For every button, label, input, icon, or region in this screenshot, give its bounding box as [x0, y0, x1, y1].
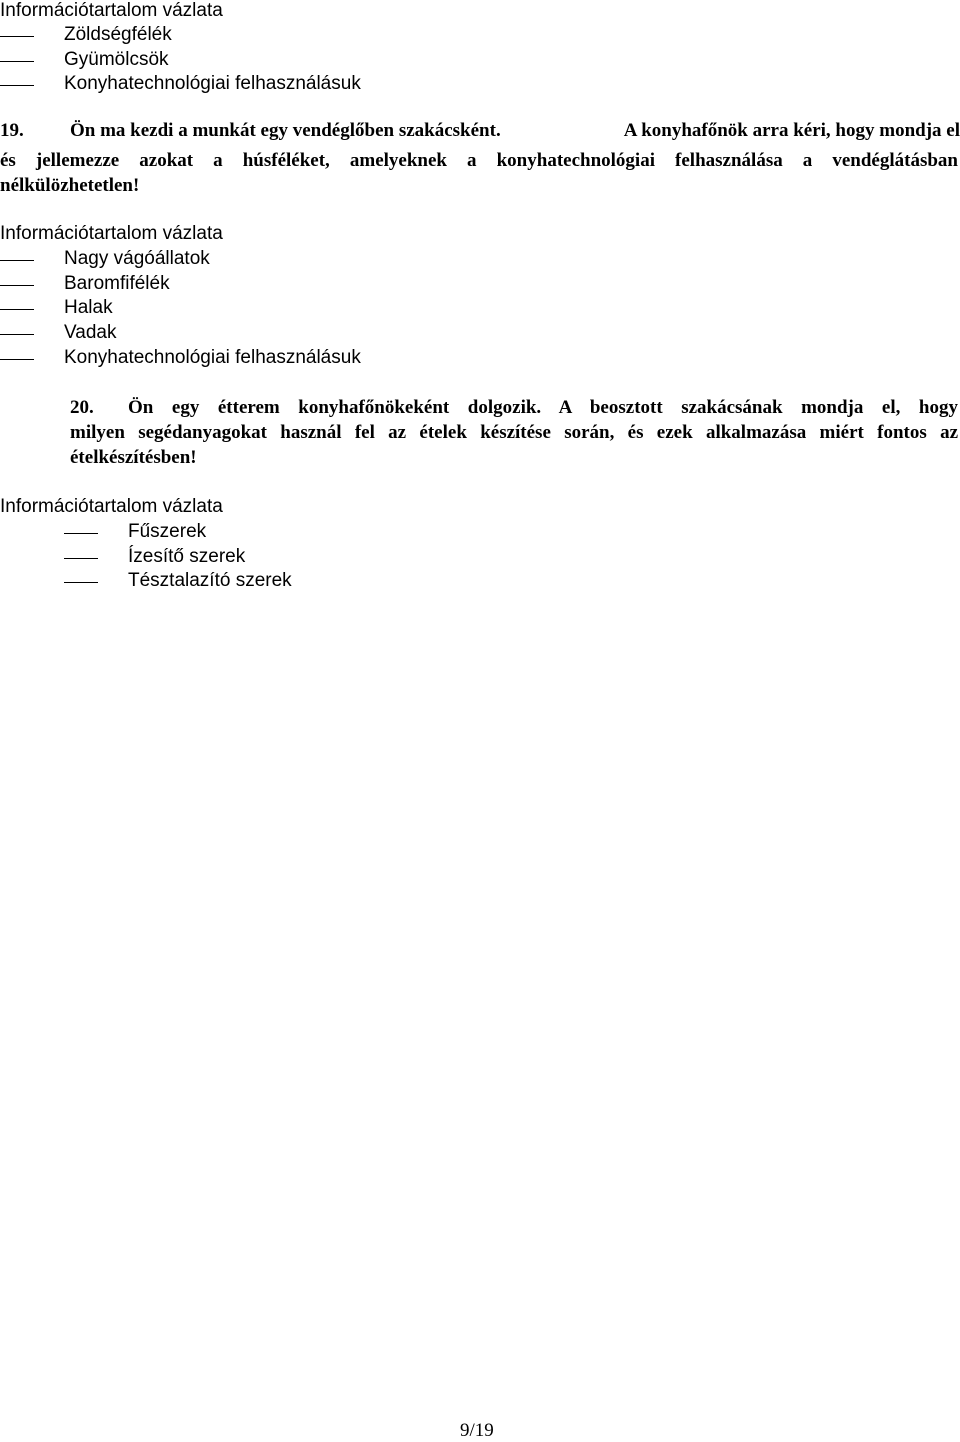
list-item-label: Konyhatechnológiai felhasználásuk: [64, 73, 361, 94]
outline-heading-3: Információtartalom vázlata: [0, 496, 223, 517]
list-item-label: Vadak: [64, 322, 117, 343]
question-19-text-rest: A konyhafőnök arra kéri, hogy mondja el: [623, 120, 960, 141]
dash-bullet-icon: [0, 36, 34, 37]
dash-bullet-icon: [0, 309, 34, 310]
list-item-label: Tésztalazító szerek: [128, 570, 292, 591]
list-item-label: Zöldségfélék: [64, 24, 172, 45]
question-19-line-2: és jellemezze azokat a húsféléket, amelyeknek a konyhatechnológiai felhasználása a vendéglátásban: [0, 150, 958, 171]
question-20-number: 20.: [70, 397, 94, 418]
page-number: 9/19: [460, 1420, 494, 1441]
list-item-label: Ízesítő szerek: [128, 546, 246, 567]
dash-bullet-icon: [0, 260, 34, 261]
dash-bullet-icon: [64, 533, 98, 534]
list-item-label: Fűszerek: [128, 521, 207, 542]
question-20-line-3: ételkészítésben!: [70, 447, 197, 468]
outline-heading-1: Információtartalom vázlata: [0, 0, 223, 21]
list-item-label: Konyhatechnológiai felhasználásuk: [64, 347, 361, 368]
question-19-text-start: Ön ma kezdi a munkát egy vendéglőben szakácsként.: [70, 120, 501, 141]
list-item-label: Gyümölcsök: [64, 49, 169, 70]
dash-bullet-icon: [0, 85, 34, 86]
list-item-label: Nagy vágóállatok: [64, 248, 210, 269]
dash-bullet-icon: [64, 582, 98, 583]
question-20-line-2: milyen segédanyagokat használ fel az ételek készítése során, és ezek alkalmazása miért fontos az: [70, 422, 958, 443]
question-20-line-1: Ön egy étterem konyhafőnökeként dolgozik. A beosztott szakácsának mondja el, hogy: [128, 397, 958, 418]
dash-bullet-icon: [64, 558, 98, 559]
question-19-number: 19.: [0, 120, 24, 141]
list-item-label: Baromfifélék: [64, 273, 170, 294]
dash-bullet-icon: [0, 61, 34, 62]
dash-bullet-icon: [0, 359, 34, 360]
dash-bullet-icon: [0, 334, 34, 335]
outline-heading-2: Információtartalom vázlata: [0, 223, 223, 244]
question-19-line-1: [70, 120, 960, 142]
dash-bullet-icon: [0, 285, 34, 286]
list-item-label: Halak: [64, 297, 113, 318]
question-19-line-3: nélkülözhetetlen!: [0, 175, 140, 196]
